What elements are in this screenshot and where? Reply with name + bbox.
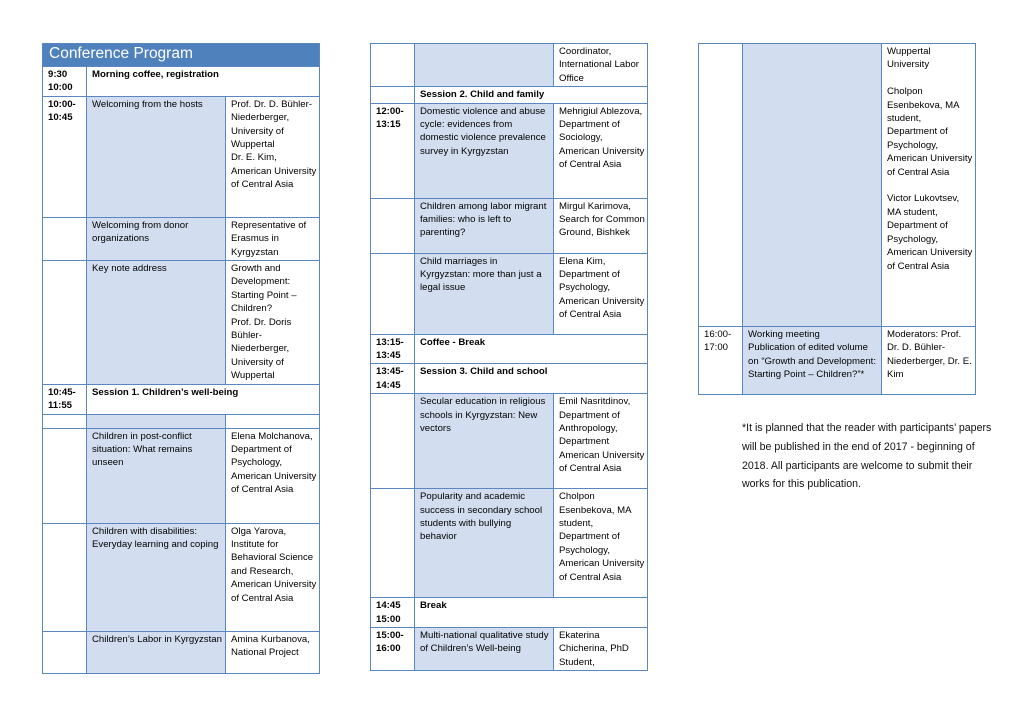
time-cell (371, 394, 415, 489)
talk-title: Key note address (87, 261, 226, 385)
time-cell (371, 253, 415, 334)
speaker-cell: Representative of Erasmus in Kyrgyzstan (226, 217, 320, 260)
publication-note: *It is planned that the reader with participants’ papers will be published in the end of 2017 - beginning of 2018. All participants are welcome to submit their works for this publication. (742, 422, 992, 491)
talk-title (743, 44, 882, 327)
speaker-cell: Wuppertal University Cholpon Esenbekova, MA student, Department of Psychology, American University of Central Asia Victor Lukovtsev, MA student, Department of Psychology, American University of Central Asia (882, 44, 976, 327)
time-cell: 9:30 10:00 (43, 67, 87, 97)
talk-title: Child marriages in Kyrgyzstan: more than just a legal issue (415, 253, 554, 334)
talk-title: Domestic violence and abuse cycle: evidences from domestic violence prevalence survey in Kyrgyzstan (415, 103, 554, 198)
time-cell: 14:45 15:00 (371, 598, 415, 628)
talk-title: Secular education in religious schools in Kyrgyzstan: New vectors (415, 394, 554, 489)
time-cell: 12:00-13:15 (371, 103, 415, 198)
talk-title (415, 44, 554, 87)
time-cell: 10:00-10:45 (43, 96, 87, 217)
program-column-3 (698, 43, 976, 395)
talk-title: Multi-national qualitative study of Children’s Well-being (415, 628, 554, 671)
session-title: Morning coffee, registration (87, 67, 320, 97)
time-cell (699, 44, 743, 327)
time-cell (371, 87, 415, 103)
time-cell (43, 414, 87, 428)
program-column-1 (42, 43, 320, 674)
speaker-cell: Moderators: Prof. Dr. D. Bühler-Niederberger, Dr. E. Kim (882, 327, 976, 395)
time-cell: 16:00-17:00 (699, 327, 743, 395)
speaker-cell: Cholpon Esenbekova, MA student, Department of Psychology, American University of Central Asia (554, 489, 648, 598)
time-cell (43, 631, 87, 673)
speaker-cell: Prof. Dr. D. Bühler-Niederberger, University of Wuppertal Dr. E. Kim, American University of Central Asia (226, 96, 320, 217)
talk-title: Children among labor migrant families: who is left to parenting? (415, 198, 554, 253)
speaker-cell: Amina Kurbanova, National Project (226, 631, 320, 673)
session-title: Session 1. Children’s well-being (87, 384, 320, 414)
session-title: Break (415, 598, 648, 628)
session-title: Coffee - Break (415, 334, 648, 364)
time-cell: 13:45-14:45 (371, 364, 415, 394)
talk-title: Working meeting Publication of edited volume on “Growth and Development: Starting Point – Children?”* (743, 327, 882, 395)
time-cell (43, 523, 87, 631)
speaker-cell (226, 414, 320, 428)
program-column-2 (370, 43, 648, 671)
talk-title: Children’s Labor in Kyrgyzstan (87, 631, 226, 673)
time-cell (371, 44, 415, 87)
time-cell (43, 428, 87, 523)
talk-title: Children in post-conflict situation: What remains unseen (87, 428, 226, 523)
session-title: Session 2. Child and family (415, 87, 648, 103)
talk-title: Welcoming from the hosts (87, 96, 226, 217)
speaker-cell: Elena Kim, Department of Psychology, American University of Central Asia (554, 253, 648, 334)
time-cell (43, 217, 87, 260)
speaker-cell: Emil Nasritdinov, Department of Anthropology, Department American University of Central Asia (554, 394, 648, 489)
time-cell: 15:00-16:00 (371, 628, 415, 671)
speaker-cell: Olga Yarova, Institute for Behavioral Science and Research, American University of Central Asia (226, 523, 320, 631)
speaker-cell: Mirgul Karimova, Search for Common Ground, Bishkek (554, 198, 648, 253)
speaker-cell: Mehrigiul Ablezova, Department of Sociology, American University of Central Asia (554, 103, 648, 198)
speaker-cell: Elena Molchanova, Department of Psychology, American University of Central Asia (226, 428, 320, 523)
talk-title: Children with disabilities: Everyday learning and coping (87, 523, 226, 631)
time-cell (43, 261, 87, 385)
session-title: Session 3. Child and school (415, 364, 648, 394)
talk-title (87, 414, 226, 428)
time-cell (371, 198, 415, 253)
speaker-cell: Coordinator, International Labor Office (554, 44, 648, 87)
talk-title: Welcoming from donor organizations (87, 217, 226, 260)
time-cell: 10:45-11:55 (43, 384, 87, 414)
time-cell (371, 489, 415, 598)
speaker-cell: Growth and Development: Starting Point – Children? Prof. Dr. Doris Bühler-Niederberger, University of Wuppertal (226, 261, 320, 385)
program-title: Conference Program (43, 44, 320, 67)
speaker-cell: Ekaterina Chicherina, PhD Student, (554, 628, 648, 671)
talk-title: Popularity and academic success in secondary school students with bullying behavior (415, 489, 554, 598)
time-cell: 13:15-13:45 (371, 334, 415, 364)
